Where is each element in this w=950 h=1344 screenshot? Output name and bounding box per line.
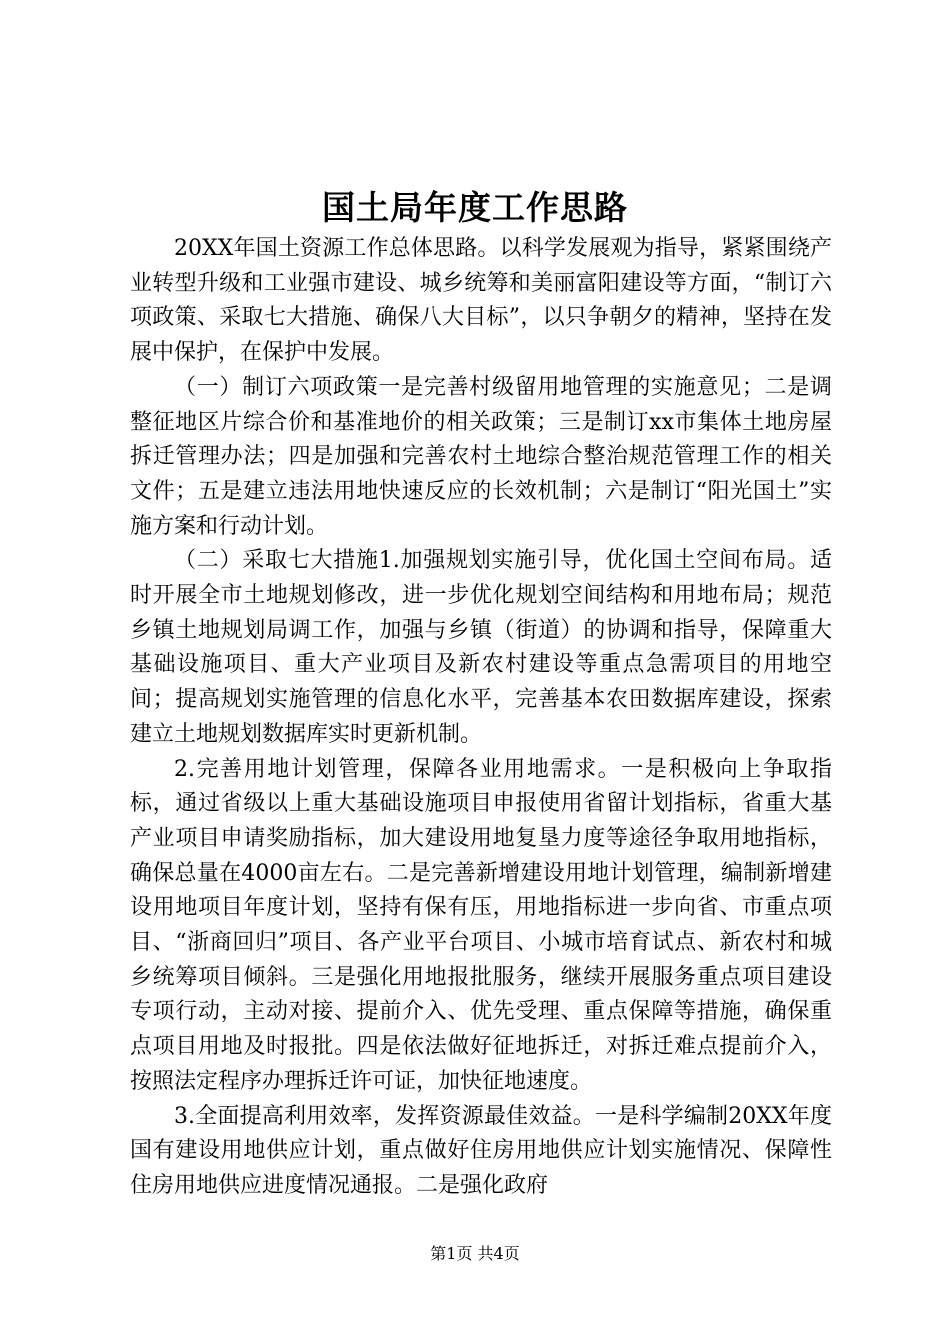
document-body [130,232,832,1204]
page-number-footer: 第1页 共4页 [430,1244,520,1263]
document-title: 国土局年度工作思路 [322,188,628,227]
paragraph-six-policies: （一）制订六项政策一是完善村级留用地管理的实施意见；二是调整征地区片综合价和基准地价的相关政策；三是制订xx市集体土地房屋拆迁管理办法；四是加强和完善农村土地综合整治规范管理工作的相关文件；五是建立违法用地快速反应的长效机制；六是制订“阳光国土”实施方案和行动计划。 [130,374,832,539]
paragraph-seven-measures: （二）采取七大措施1.加强规划实施引导，优化国土空间布局。适时开展全市土地规划修改，进一步优化规划空间结构和用地布局；规范乡镇土地规划局调工作，加强与乡镇（街道）的协调和指导，保障重大基础设施项目、重大产业项目及新农村建设等重点急需项目的用地空间；提高规划实施管理的信息化水平，完善基本农田数据库建设，探索建立土地规划数据库实时更新机制。 [130,548,832,747]
paragraph-land-plan-management: 2.完善用地计划管理，保障各业用地需求。一是积极向上争取指标，通过省级以上重大基础设施项目申报使用省留计划指标，省重大基产业项目申请奖励指标，加大建设用地复垦力度等途径争取用地指标，确保总量在4000亩左右。二是完善新增建设用地计划管理，编制新增建设用地项目年度计划，坚持有保有压，用地指标进一步向省、市重点项目、“浙商回归”项目、各产业平台项目、小城市培育试点、新农村和城乡统筹项目倾斜。三是强化用地报批服务，继续开展服务重点项目建设专项行动，主动对接、提前介入、优先受理、重点保障等措施，确保重点项目用地及时报批。四是依法做好征地拆迁，对拆迁难点提前介入，按照法定程序办理拆迁许可证，加快征地速度。 [130,756,832,1094]
paragraph-utilization-efficiency: 3.全面提高利用效率，发挥资源最佳效益。一是科学编制20XX年度国有建设用地供应计划，重点做好住房用地供应计划实施情况、保障性住房用地供应进度情况通报。二是强化政府 [130,1103,832,1198]
paragraph-overview: 20XX年国土资源工作总体思路。以科学发展观为指导，紧紧围绕产业转型升级和工业强市建设、城乡统筹和美丽富阳建设等方面，“制订六项政策、采取七大措施、确保八大目标”，以只争朝夕的精神，坚持在发展中保护，在保护中发展。 [130,236,832,366]
